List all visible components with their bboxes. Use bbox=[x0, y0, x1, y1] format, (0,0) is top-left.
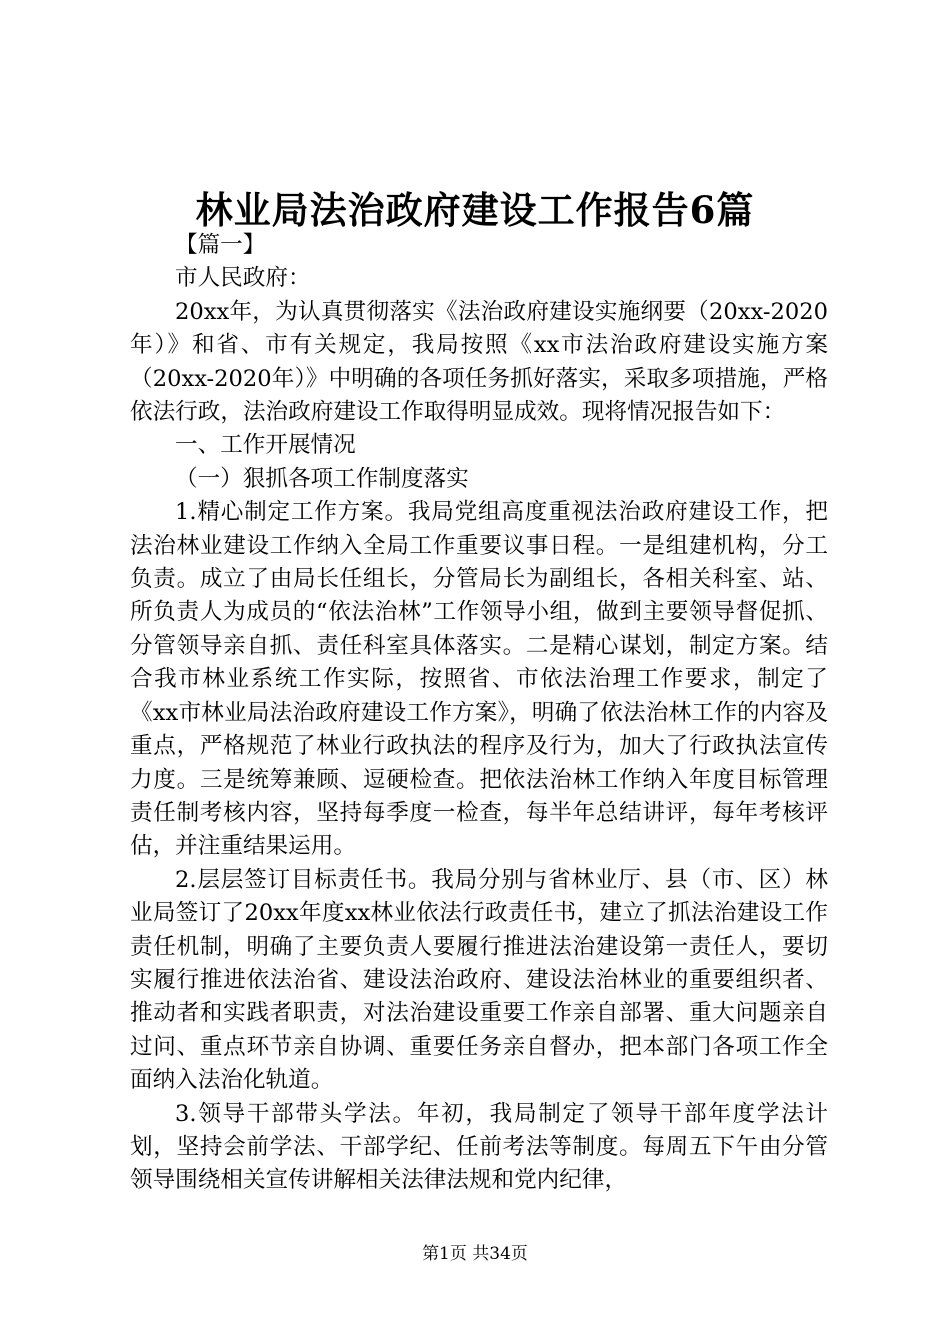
document-title: 林业局法治政府建设工作报告6篇 bbox=[195, 188, 755, 232]
page-footer: 第1页 共34页 bbox=[422, 1244, 528, 1264]
addressee: 市人民政府： bbox=[175, 265, 311, 292]
intro-paragraph: 20xx年，为认真贯彻落实《法治政府建设实施纲要（20xx-2020年）》和省、市有关规定，我局按照《xx市法治政府建设实施方案（20xx-2020年）》中明确的各项任务抓好落实，采取多项措施，严格依法行政，法治政府建设工作取得明显成效。现将情况报告如下： bbox=[130, 298, 828, 426]
paragraph-item-3: 3.领导干部带头学法。年初，我局制定了领导干部年度学法计划，坚持会前学法、干部学纪、任前考法等制度。每周五下午由分管领导围绕相关宣传讲解相关法律法规和党内纪律， bbox=[130, 1100, 828, 1194]
paragraph-item-1: 1.精心制定工作方案。我局党组高度重视法治政府建设工作，把法治林业建设工作纳入全局工作重要议事日程。一是组建机构，分工负责。成立了由局长任组长，分管局长为副组长，各相关科室、站、所负责人为成员的“依法治林”工作领导小组，做到主要领导督促抓、分管领导亲自抓、责任科室具体落实。二是精心谋划，制定方案。结合我市林业系统工作实际，按照省、市依法治理工作要求，制定了《xx市林业局法治政府建设工作方案》，明确了依法治林工作的内容及重点，严格规范了林业行政执法的程序及行为，加大了行政执法宣传力度。三是统筹兼顾、逗硬检查。把依法治林工作纳入年度目标管理责任制考核内容，坚持每季度一检查，每半年总结讲评，每年考核评估，并注重结果运用。 bbox=[130, 499, 828, 860]
document-body bbox=[130, 229, 828, 1198]
heading-work-status: 一、工作开展情况 bbox=[175, 432, 356, 459]
paragraph-item-2: 2.层层签订目标责任书。我局分别与省林业厅、县（市、区）林业局签订了20xx年度xx林业依法行政责任书，建立了抓法治建设工作责任机制，明确了主要负责人要履行推进法治建设第一责任人，要切实履行推进依法治省、建设法治政府、建设法治林业的重要组织者、推动者和实践者职责，对法治建设重要工作亲自部署、重大问题亲自过问、重点环节亲自协调、重要任务亲自督办，把本部门各项工作全面纳入法治化轨道。 bbox=[130, 866, 828, 1094]
section-label: 【篇一】 bbox=[175, 232, 266, 258]
subheading-system-implementation: （一）狠抓各项工作制度落实 bbox=[175, 465, 469, 492]
